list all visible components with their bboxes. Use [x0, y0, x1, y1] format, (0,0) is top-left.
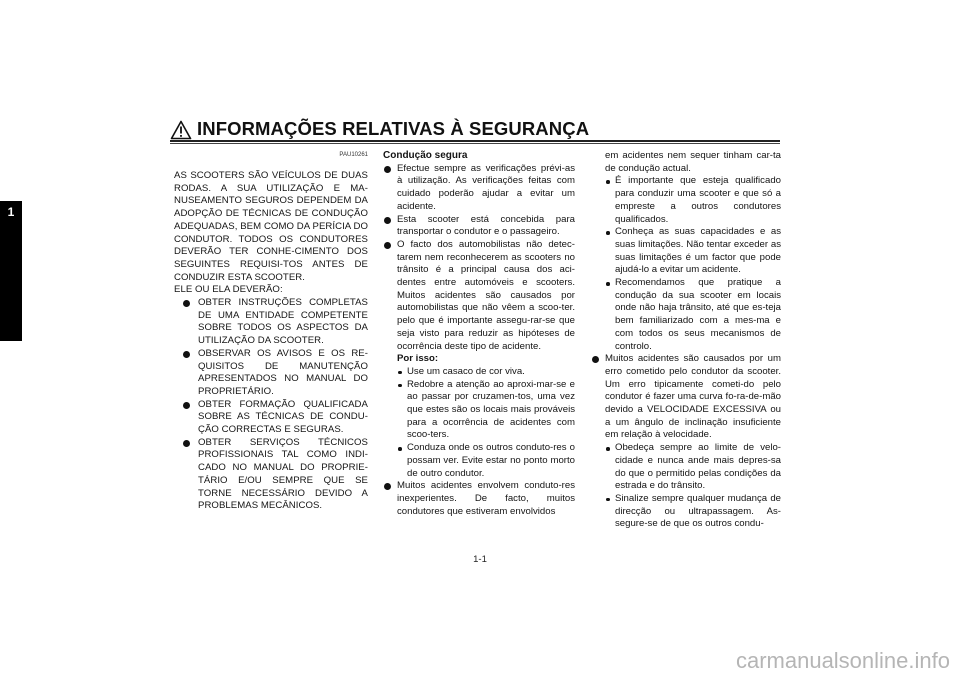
page-title: INFORMAÇÕES RELATIVAS À SEGURANÇA [197, 118, 590, 139]
title-rule-thin [170, 143, 780, 144]
list-item: OBSERVAR OS AVISOS E OS RE-QUISITOS DE MANUTENÇÃO APRESENTADOS NO MANUAL DO PROPRIETÁRIO. [174, 348, 368, 399]
list-item: Conduza onde os outros conduto-res o possam ver. Evite estar no ponto morto de outro condutor. [397, 442, 575, 480]
speed-list [591, 442, 781, 531]
chapter-tab [0, 201, 22, 341]
list-item: Muitos acidentes são causados por um erro cometido pelo condutor da scooter. Um erro tipicamente cometi-do pelo condutor é fazer uma curva fo-ra-de-mão devido a VELOCIDADE EXCESSIVA ou a um ângulo de inclinação insuficiente em relação à velocidade. [591, 353, 781, 442]
list-item: OBTER FORMAÇÃO QUALIFICADA SOBRE AS TÉCNICAS DE CONDU-ÇÃO CORRECTAS E SEGURAS. [174, 399, 368, 437]
column-3 [591, 150, 781, 531]
list-item: Conheça as suas capacidades e as suas limitações. Não tentar exceder as suas limitações é um factor que pode ajudá-lo a evitar um acidente. [605, 226, 781, 277]
therefore-label: Por isso: [397, 353, 439, 365]
therefore-list [383, 366, 575, 480]
requirements-lead: ELE OU ELA DEVERÃO: [174, 284, 283, 296]
title-rule [170, 140, 780, 142]
rider-error-list [591, 353, 781, 442]
qualification-list [591, 175, 781, 353]
intro-paragraph: AS SCOOTERS SÃO VEÍCULOS DE DUAS RODAS. A SUA UTILIZAÇÃO E MA-NUSEAMENTO SEGUROS DEPENDEM DA ADOPÇÃO DE TÉCNICAS DE CONDUÇÃO ADEQUADAS, BEM COMO DA PERÍCIA DO CONDUTOR. TODOS OS CONDUTORES DEVERÃO TER CONHE-CIMENTO DOS SEGUINTES REQUISI-TOS ANTES DE CONDUZIR ESTA SCOOTER. [174, 170, 368, 283]
chapter-number: 1 [7, 205, 15, 219]
watermark: carmanualsonline.info [735, 648, 950, 673]
section-heading: Condução segura [383, 150, 468, 161]
list-item: É importante que esteja qualificado para conduzir uma scooter e que só a empreste a outros condutores qualificados. [605, 175, 781, 226]
list-item: Sinalize sempre qualquer mudança de direcção ou ultrapassagem. As-segure-se de que os outros condu- [605, 493, 781, 531]
list-item: OBTER SERVIÇOS TÉCNICOS PROFISSIONAIS TAL COMO INDI-CADO NO MANUAL DO PROPRIE-TÁRIO E/OU SEMPRE QUE SE TORNE NECESSÁRIO DEVIDO A PROBLEMAS MECÂNICOS. [174, 437, 368, 513]
inexperienced-list [383, 480, 575, 518]
warning-triangle-icon [170, 120, 192, 140]
list-item: Esta scooter está concebida para transportar o condutor e o passageiro. [383, 214, 575, 239]
document-code: PAU10261 [339, 152, 368, 158]
column-1 [174, 150, 368, 513]
list-item: OBTER INSTRUÇÕES COMPLETAS DE UMA ENTIDADE COMPETENTE SOBRE TODOS OS ASPECTOS DA UTILIZAÇÃO DA SCOOTER. [174, 297, 368, 348]
continued-text: em acidentes nem sequer tinham car-ta de condução actual. [605, 150, 781, 174]
list-item: Recomendamos que pratique a condução da sua scooter em locais onde não haja trânsito, até que es-teja bem familiarizado com a mes-ma e com todos os seus mecanismos de controlo. [605, 277, 781, 353]
list-item: Efectue sempre as verificações prévi-as à utilização. As verificações feitas com cuidado poderão ajudar a evitar um acidente. [383, 163, 575, 214]
list-item: O facto dos automobilistas não detec-tarem nem reconhecerem as scooters no trânsito é a principal causa dos aci-dentes entre automóveis e scooters. Muitos acidentes são causados por automobilistas que não vêem a scoo-ter. pelo que é importante assegu-rar-se que seja visto para reduzir as hipóteses de ocorrência deste tipo de acidente. [383, 239, 575, 353]
safe-riding-list [383, 163, 575, 354]
list-item: Obedeça sempre ao limite de velo-cidade e nunca ande mais depres-sa do que o permitido pelas condições da estrada e do trânsito. [605, 442, 781, 493]
page-number: 1-1 [473, 554, 487, 565]
page-header [170, 118, 780, 144]
list-item: Redobre a atenção ao aproxi-mar-se e ao passar por cruzamen-tos, uma vez que estes são os locais mais prováveis para a ocorrência de acidentes com scoo-ters. [397, 379, 575, 443]
list-item: Muitos acidentes envolvem conduto-res inexperientes. De facto, muitos condutores que estiveram envolvidos [383, 480, 575, 518]
column-2 [383, 150, 575, 518]
requirements-list [174, 297, 368, 513]
list-item: Use um casaco de cor viva. [397, 366, 575, 379]
